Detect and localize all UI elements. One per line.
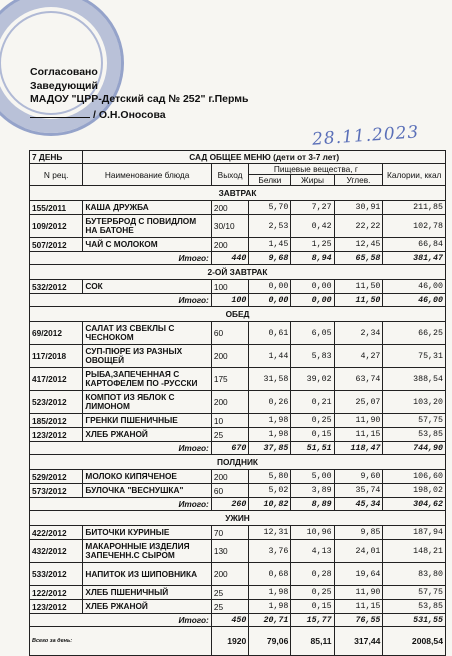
- protein-value: 1,45: [249, 238, 291, 252]
- calories-value: 187,94: [383, 526, 446, 540]
- total-carbs: 45,34: [334, 498, 383, 511]
- approval-label: Согласовано: [30, 66, 98, 78]
- section-total-row: [30, 442, 446, 455]
- total-calories: 304,62: [383, 498, 446, 511]
- menu-table: [29, 150, 446, 656]
- calories-value: 83,80: [383, 563, 446, 586]
- header-calories: Калории, ккал: [383, 164, 446, 186]
- dish-name: РЫБА,ЗАПЕЧЕННАЯ С КАРТОФЕЛЕМ ПО -РУССКИ: [83, 368, 211, 391]
- meal-title: ОБЕД: [30, 307, 446, 322]
- total-output: 260: [211, 498, 249, 511]
- portion-output: 200: [211, 470, 249, 484]
- recipe-number: 533/2012: [30, 563, 83, 586]
- grand-total-fat: 85,11: [291, 627, 334, 656]
- grand-total-row: [30, 627, 446, 656]
- carbs-value: 4,27: [334, 345, 383, 368]
- grand-total-output: 1920: [211, 627, 249, 656]
- total-calories: 531,55: [383, 614, 446, 627]
- total-protein: 37,85: [249, 442, 291, 455]
- carbs-value: 63,74: [334, 368, 383, 391]
- total-calories: 744,90: [383, 442, 446, 455]
- total-label: Итого:: [30, 498, 212, 511]
- meal-section-header: [30, 186, 446, 201]
- menu-table-body: [30, 151, 446, 656]
- table-row: [30, 484, 446, 498]
- portion-output: 200: [211, 238, 249, 252]
- recipe-number: 122/2012: [30, 586, 83, 600]
- total-output: 100: [211, 294, 249, 307]
- total-protein: 0,00: [249, 294, 291, 307]
- grand-total-label: Всего за день:: [30, 627, 212, 656]
- portion-output: 30/10: [211, 215, 249, 238]
- calories-value: 211,85: [383, 201, 446, 215]
- carbs-value: 11,50: [334, 280, 383, 294]
- fat-value: 39,02: [291, 368, 334, 391]
- protein-value: 5,80: [249, 470, 291, 484]
- approval-organization: МАДОУ "ЦРР-Детский сад № 252" г.Пермь: [30, 93, 249, 105]
- calories-value: 75,31: [383, 345, 446, 368]
- total-fat: 51,51: [291, 442, 334, 455]
- header-fat: Жиры: [291, 175, 334, 186]
- protein-value: 1,98: [249, 586, 291, 600]
- protein-value: 0,61: [249, 322, 291, 345]
- dish-name: БИТОЧКИ КУРИНЫЕ: [83, 526, 211, 540]
- signature-blank: [30, 108, 90, 118]
- total-carbs: 11,50: [334, 294, 383, 307]
- recipe-number: 123/2012: [30, 428, 83, 442]
- dish-name: БУЛОЧКА "ВЕСНУШКА": [83, 484, 211, 498]
- handwritten-date: 28.11.2023: [311, 122, 420, 150]
- portion-output: 70: [211, 526, 249, 540]
- dish-name: СОК: [83, 280, 211, 294]
- header-carbs: Углев.: [334, 175, 383, 186]
- fat-value: 0,25: [291, 414, 334, 428]
- protein-value: 12,31: [249, 526, 291, 540]
- dish-name: ГРЕНКИ ПШЕНИЧНЫЕ: [83, 414, 211, 428]
- total-fat: 0,00: [291, 294, 334, 307]
- header-code: N рец.: [30, 164, 83, 186]
- carbs-value: 11,15: [334, 600, 383, 614]
- meal-section-header: [30, 265, 446, 280]
- dish-name: НАПИТОК ИЗ ШИПОВНИКА: [83, 563, 211, 586]
- total-label: Итого:: [30, 294, 212, 307]
- portion-output: 200: [211, 563, 249, 586]
- carbs-value: 25,07: [334, 391, 383, 414]
- total-carbs: 118,47: [334, 442, 383, 455]
- menu-title: САД ОБЩЕЕ МЕНЮ (дети от 3-7 лет): [83, 151, 446, 164]
- protein-value: 2,53: [249, 215, 291, 238]
- dish-name: МОЛОКО КИПЯЧЕНОЕ: [83, 470, 211, 484]
- fat-value: 0,25: [291, 586, 334, 600]
- protein-value: 5,70: [249, 201, 291, 215]
- meal-title: УЖИН: [30, 511, 446, 526]
- fat-value: 0,28: [291, 563, 334, 586]
- calories-value: 53,85: [383, 600, 446, 614]
- section-total-row: [30, 498, 446, 511]
- dish-name: ХЛЕБ ПШЕНИЧНЫЙ: [83, 586, 211, 600]
- calories-value: 198,02: [383, 484, 446, 498]
- calories-value: 53,85: [383, 428, 446, 442]
- fat-value: 5,83: [291, 345, 334, 368]
- approval-block: [30, 66, 249, 107]
- total-protein: 10,82: [249, 498, 291, 511]
- fat-value: 1,25: [291, 238, 334, 252]
- section-total-row: [30, 294, 446, 307]
- total-fat: 8,89: [291, 498, 334, 511]
- signature-line: [30, 108, 166, 121]
- header-protein: Белки: [249, 175, 291, 186]
- portion-output: 25: [211, 428, 249, 442]
- fat-value: 7,27: [291, 201, 334, 215]
- total-calories: 46,00: [383, 294, 446, 307]
- total-calories: 381,47: [383, 252, 446, 265]
- dish-name: МАКАРОННЫЕ ИЗДЕЛИЯ ЗАПЕЧЕНН.С СЫРОМ: [83, 540, 211, 563]
- meal-title: ЗАВТРАК: [30, 186, 446, 201]
- recipe-number: 529/2012: [30, 470, 83, 484]
- dish-name: ЧАЙ С МОЛОКОМ: [83, 238, 211, 252]
- carbs-value: 11,90: [334, 414, 383, 428]
- day-label: 7 ДЕНЬ: [30, 151, 83, 164]
- calories-value: 102,78: [383, 215, 446, 238]
- portion-output: 25: [211, 600, 249, 614]
- fat-value: 3,89: [291, 484, 334, 498]
- header-row: [30, 164, 446, 175]
- approval-position: Заведующий: [30, 79, 98, 92]
- total-carbs: 65,58: [334, 252, 383, 265]
- carbs-value: 9,85: [334, 526, 383, 540]
- table-row: [30, 391, 446, 414]
- calories-value: 57,75: [383, 414, 446, 428]
- table-row: [30, 526, 446, 540]
- dish-name: СУП-ПЮРЕ ИЗ РАЗНЫХ ОВОЩЕЙ: [83, 345, 211, 368]
- total-fat: 8,94: [291, 252, 334, 265]
- recipe-number: 573/2012: [30, 484, 83, 498]
- table-row: [30, 563, 446, 586]
- table-title-row: [30, 151, 446, 164]
- dish-name: ХЛЕБ РЖАНОЙ: [83, 600, 211, 614]
- carbs-value: 30,91: [334, 201, 383, 215]
- fat-value: 10,96: [291, 526, 334, 540]
- fat-value: 0,15: [291, 600, 334, 614]
- total-protein: 9,68: [249, 252, 291, 265]
- total-protein: 20,71: [249, 614, 291, 627]
- protein-value: 1,98: [249, 414, 291, 428]
- signatory-name: / О.Н.Оносова: [93, 109, 166, 121]
- total-label: Итого:: [30, 252, 212, 265]
- calories-value: 148,21: [383, 540, 446, 563]
- total-carbs: 76,55: [334, 614, 383, 627]
- recipe-number: 422/2012: [30, 526, 83, 540]
- table-row: [30, 280, 446, 294]
- calories-value: 46,00: [383, 280, 446, 294]
- table-row: [30, 345, 446, 368]
- total-fat: 15,77: [291, 614, 334, 627]
- fat-value: 5,00: [291, 470, 334, 484]
- meal-title: ПОЛДНИК: [30, 455, 446, 470]
- carbs-value: 11,90: [334, 586, 383, 600]
- table-row: [30, 322, 446, 345]
- fat-value: 0,00: [291, 280, 334, 294]
- recipe-number: 155/2011: [30, 201, 83, 215]
- calories-value: 106,60: [383, 470, 446, 484]
- protein-value: 3,76: [249, 540, 291, 563]
- total-label: Итого:: [30, 442, 212, 455]
- table-row: [30, 414, 446, 428]
- recipe-number: 123/2012: [30, 600, 83, 614]
- total-output: 440: [211, 252, 249, 265]
- portion-output: 200: [211, 391, 249, 414]
- dish-name: ХЛЕБ РЖАНОЙ: [83, 428, 211, 442]
- protein-value: 5,02: [249, 484, 291, 498]
- carbs-value: 22,22: [334, 215, 383, 238]
- fat-value: 0,21: [291, 391, 334, 414]
- portion-output: 200: [211, 201, 249, 215]
- portion-output: 200: [211, 345, 249, 368]
- meal-section-header: [30, 511, 446, 526]
- portion-output: 10: [211, 414, 249, 428]
- protein-value: 1,44: [249, 345, 291, 368]
- total-output: 450: [211, 614, 249, 627]
- table-row: [30, 540, 446, 563]
- table-row: [30, 470, 446, 484]
- table-row: [30, 215, 446, 238]
- carbs-value: 11,15: [334, 428, 383, 442]
- meal-section-header: [30, 455, 446, 470]
- portion-output: 130: [211, 540, 249, 563]
- protein-value: 0,26: [249, 391, 291, 414]
- recipe-number: 185/2012: [30, 414, 83, 428]
- recipe-number: 69/2012: [30, 322, 83, 345]
- carbs-value: 24,01: [334, 540, 383, 563]
- total-output: 670: [211, 442, 249, 455]
- protein-value: 1,98: [249, 428, 291, 442]
- table-row: [30, 368, 446, 391]
- carbs-value: 2,34: [334, 322, 383, 345]
- table-row: [30, 600, 446, 614]
- protein-value: 31,58: [249, 368, 291, 391]
- recipe-number: 507/2012: [30, 238, 83, 252]
- grand-total-protein: 79,06: [249, 627, 291, 656]
- table-row: [30, 586, 446, 600]
- table-row: [30, 201, 446, 215]
- portion-output: 60: [211, 484, 249, 498]
- meal-title: 2-ОЙ ЗАВТРАК: [30, 265, 446, 280]
- calories-value: 57,75: [383, 586, 446, 600]
- meal-section-header: [30, 307, 446, 322]
- calories-value: 66,25: [383, 322, 446, 345]
- total-label: Итого:: [30, 614, 212, 627]
- protein-value: 0,00: [249, 280, 291, 294]
- header-nutrients: Пищевые вещества, г: [249, 164, 383, 175]
- protein-value: 1,98: [249, 600, 291, 614]
- dish-name: БУТЕРБРОД С ПОВИДЛОМ НА БАТОНЕ: [83, 215, 211, 238]
- portion-output: 25: [211, 586, 249, 600]
- section-total-row: [30, 252, 446, 265]
- header-name: Наименование блюда: [83, 164, 211, 186]
- recipe-number: 417/2012: [30, 368, 83, 391]
- calories-value: 388,54: [383, 368, 446, 391]
- table-row: [30, 428, 446, 442]
- protein-value: 0,68: [249, 563, 291, 586]
- carbs-value: 12,45: [334, 238, 383, 252]
- carbs-value: 19,64: [334, 563, 383, 586]
- dish-name: КАША ДРУЖБА: [83, 201, 211, 215]
- calories-value: 103,20: [383, 391, 446, 414]
- dish-name: САЛАТ ИЗ СВЕКЛЫ С ЧЕСНОКОМ: [83, 322, 211, 345]
- fat-value: 6,05: [291, 322, 334, 345]
- grand-total-carbs: 317,44: [334, 627, 383, 656]
- calories-value: 66,84: [383, 238, 446, 252]
- section-total-row: [30, 614, 446, 627]
- recipe-number: 117/2018: [30, 345, 83, 368]
- fat-value: 0,42: [291, 215, 334, 238]
- fat-value: 4,13: [291, 540, 334, 563]
- recipe-number: 432/2012: [30, 540, 83, 563]
- fat-value: 0,15: [291, 428, 334, 442]
- grand-total-calories: 2008,54: [383, 627, 446, 656]
- portion-output: 175: [211, 368, 249, 391]
- recipe-number: 109/2012: [30, 215, 83, 238]
- carbs-value: 9,60: [334, 470, 383, 484]
- portion-output: 100: [211, 280, 249, 294]
- carbs-value: 35,74: [334, 484, 383, 498]
- dish-name: КОМПОТ ИЗ ЯБЛОК С ЛИМОНОМ: [83, 391, 211, 414]
- recipe-number: 523/2012: [30, 391, 83, 414]
- table-row: [30, 238, 446, 252]
- recipe-number: 532/2012: [30, 280, 83, 294]
- portion-output: 60: [211, 322, 249, 345]
- header-output: Выход: [211, 164, 249, 186]
